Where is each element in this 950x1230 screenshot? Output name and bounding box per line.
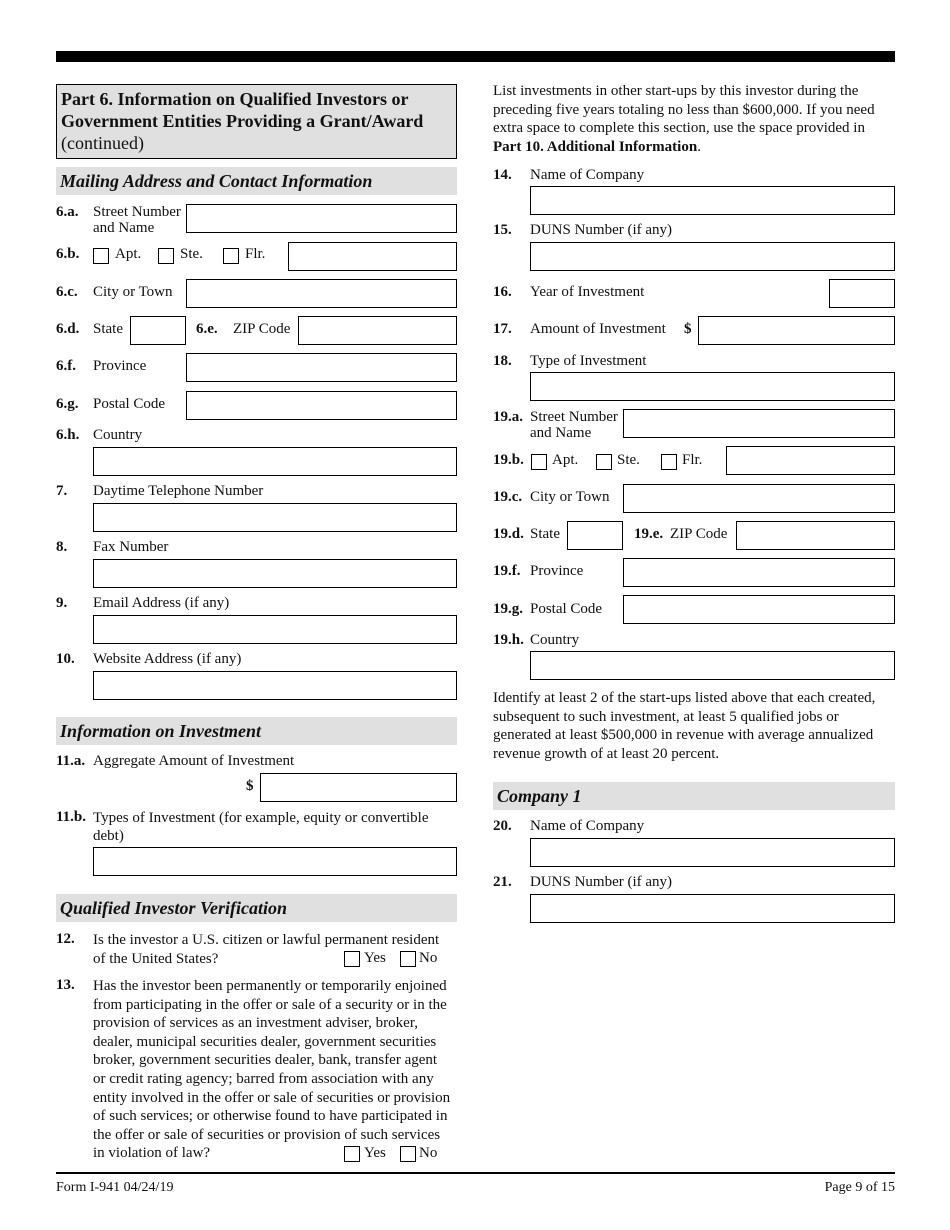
top-rule <box>56 51 895 62</box>
enjoined-line: of such services; or otherwise found to have participated in <box>93 1108 448 1125</box>
identify-line: generated at least $500,000 in revenue with average annualized <box>493 727 874 744</box>
state-select-19[interactable] <box>567 521 623 550</box>
enjoined-line: dealer, municipal securities dealer, government securities <box>93 1033 437 1050</box>
year-label: Year of Investment <box>530 284 645 300</box>
state-label-19: State <box>530 526 560 542</box>
enjoined-line: Has the investor been permanently or temporarily enjoined <box>93 978 447 994</box>
fax-input[interactable] <box>93 559 457 588</box>
field-num-14: 14. <box>493 167 512 183</box>
part-continued: (continued) <box>61 133 144 153</box>
field-num-19g: 19.g. <box>493 601 523 617</box>
citizen-question-line1: Is the investor a U.S. citizen or lawful permanent resident <box>93 932 440 948</box>
apt-label-19: Apt. <box>552 452 579 468</box>
postal-code-label: Postal Code <box>93 396 166 412</box>
company1-duns-label: DUNS Number (if any) <box>530 874 673 890</box>
flr-checkbox[interactable] <box>223 248 239 264</box>
field-num-6d: 6.d. <box>56 321 80 337</box>
zip-label: ZIP Code <box>233 321 291 337</box>
form-number: Form I-941 04/24/19 <box>56 1180 174 1195</box>
state-select[interactable] <box>130 316 186 345</box>
field-num-6h: 6.h. <box>56 427 80 443</box>
citizen-no-checkbox[interactable] <box>400 951 416 967</box>
intro-period: . <box>697 138 701 155</box>
field-num-11a: 11.a. <box>56 753 86 769</box>
unit-number-input-19[interactable] <box>726 446 895 475</box>
footer-rule <box>56 1172 895 1174</box>
field-num-12: 12. <box>56 931 75 947</box>
field-num-20: 20. <box>493 818 512 834</box>
zip-input[interactable] <box>298 316 457 345</box>
enjoined-line: or credit rating agency; barred from association with any <box>93 1070 434 1087</box>
field-num-11b: 11.b. <box>56 809 87 825</box>
field-num-19f: 19.f. <box>493 563 521 579</box>
city-label: City or Town <box>93 284 173 300</box>
zip-label-19: ZIP Code <box>670 526 728 542</box>
enjoined-yes-label: Yes <box>364 1145 386 1161</box>
field-num-7: 7. <box>56 483 68 499</box>
city-label-19: City or Town <box>530 489 610 505</box>
company-name-input[interactable] <box>530 186 895 215</box>
enjoined-line: from participating in the offer or sale of a security or in the <box>93 996 447 1013</box>
flr-label-19: Flr. <box>682 452 703 468</box>
phone-input[interactable] <box>93 503 457 532</box>
section-company-1: Company 1 <box>493 782 895 810</box>
street-label-line2: and Name <box>93 220 155 236</box>
flr-checkbox-19[interactable] <box>661 454 677 470</box>
province-input[interactable] <box>186 353 457 382</box>
street-label <box>93 204 181 236</box>
field-num-19a: 19.a. <box>493 409 523 425</box>
zip-input-19[interactable] <box>736 521 895 550</box>
amount-dollar-sign: $ <box>684 321 692 337</box>
field-num-6a: 6.a. <box>56 204 79 220</box>
province-label: Province <box>93 358 147 374</box>
field-num-19h: 19.h. <box>493 632 524 648</box>
postal-code-input[interactable] <box>186 391 457 420</box>
postal-code-label-19: Postal Code <box>530 601 603 617</box>
email-input[interactable] <box>93 615 457 644</box>
investment-types-input[interactable] <box>93 847 457 876</box>
investment-type-label: Type of Investment <box>530 353 647 369</box>
identify-instructions <box>493 689 903 763</box>
street-label-19-line1: Street Number <box>530 409 618 425</box>
section-mailing-address: Mailing Address and Contact Information <box>56 167 457 195</box>
enjoined-yes-checkbox[interactable] <box>344 1146 360 1162</box>
identify-line: subsequent to such investment, at least 5 qualified jobs or <box>493 708 839 725</box>
field-num-16: 16. <box>493 284 512 300</box>
enjoined-line: provision of services as an investment adviser, broker, <box>93 1015 418 1032</box>
country-label: Country <box>93 427 143 443</box>
field-num-6g: 6.g. <box>56 396 79 412</box>
enjoined-line: in violation of law? <box>93 1145 211 1162</box>
field-num-15: 15. <box>493 222 512 238</box>
city-input-19[interactable] <box>623 484 895 513</box>
investment-types-label-line2: debt) <box>93 828 124 844</box>
field-num-19e: 19.e. <box>634 526 664 542</box>
duns-input[interactable] <box>530 242 895 271</box>
website-label: Website Address (if any) <box>93 651 242 667</box>
enjoined-question <box>93 977 463 1163</box>
company1-name-input[interactable] <box>530 838 895 867</box>
field-num-6c: 6.c. <box>56 284 78 300</box>
country-input[interactable] <box>93 447 457 476</box>
aggregate-amount-label: Aggregate Amount of Investment <box>93 753 295 769</box>
page-number: Page 9 of 15 <box>824 1180 895 1195</box>
year-input[interactable] <box>829 279 895 308</box>
apt-checkbox-19[interactable] <box>531 454 547 470</box>
company1-name-label: Name of Company <box>530 818 645 834</box>
field-num-6e: 6.e. <box>196 321 218 337</box>
country-label-19: Country <box>530 632 580 648</box>
street-label-19 <box>530 409 618 441</box>
identify-line: revenue growth of at least 20 percent. <box>493 745 720 762</box>
company-name-label: Name of Company <box>530 167 645 183</box>
citizen-yes-checkbox[interactable] <box>344 951 360 967</box>
street-input-19[interactable] <box>623 409 895 438</box>
intro-part10-ref: Part 10. Additional Information <box>493 138 698 155</box>
company1-duns-input[interactable] <box>530 894 895 923</box>
citizen-yes-label: Yes <box>364 950 386 966</box>
field-num-9: 9. <box>56 595 68 611</box>
apt-label: Apt. <box>115 246 142 262</box>
ste-label-19: Ste. <box>617 452 640 468</box>
unit-number-input[interactable] <box>288 242 457 271</box>
intro-line: List investments in other start-ups by this investor during the <box>493 83 859 99</box>
province-input-19[interactable] <box>623 558 895 587</box>
enjoined-no-checkbox[interactable] <box>400 1146 416 1162</box>
section-investment: Information on Investment <box>56 717 457 745</box>
field-num-6f: 6.f. <box>56 358 76 374</box>
aggregate-amount-input[interactable] <box>260 773 457 802</box>
field-num-19c: 19.c. <box>493 489 523 505</box>
identify-line: Identify at least 2 of the start-ups listed above that each created, <box>493 690 876 706</box>
field-num-19d: 19.d. <box>493 526 524 542</box>
street-label-19-line2: and Name <box>530 425 592 441</box>
ste-checkbox[interactable] <box>158 248 174 264</box>
email-label: Email Address (if any) <box>93 595 230 611</box>
investment-types-label-line1: Types of Investment (for example, equity or convertible <box>93 810 429 826</box>
intro-line: extra space to complete this section, use the space provided in <box>493 120 865 137</box>
enjoined-line: entity involved in the offer or sale of securities or provision <box>93 1089 451 1106</box>
field-num-10: 10. <box>56 651 75 667</box>
field-num-21: 21. <box>493 874 512 890</box>
investment-type-input[interactable] <box>530 372 895 401</box>
investment-types-label <box>93 809 429 845</box>
citizen-question-line2: of the United States? <box>93 950 219 967</box>
enjoined-line: broker, government securities dealer, bank, transfer agent <box>93 1052 438 1069</box>
ste-checkbox-19[interactable] <box>596 454 612 470</box>
field-num-17: 17. <box>493 321 512 337</box>
field-num-13: 13. <box>56 977 75 993</box>
intro-line: preceding five years totaling no less than $600,000. If you need <box>493 101 875 118</box>
city-input[interactable] <box>186 279 457 308</box>
state-label: State <box>93 321 123 337</box>
amount-label: Amount of Investment <box>530 321 666 337</box>
duns-label: DUNS Number (if any) <box>530 222 673 238</box>
field-num-8: 8. <box>56 539 68 555</box>
fax-label: Fax Number <box>93 539 169 555</box>
part-title: Part 6. Information on Qualified Investors or Government Entities Providing a Grant/Award <box>61 89 424 131</box>
country-input-19[interactable] <box>530 651 895 680</box>
flr-label: Flr. <box>245 246 266 262</box>
province-label-19: Province <box>530 563 584 579</box>
enjoined-line: the offer or sale of securities or provision of such services <box>93 1126 441 1143</box>
amount-input[interactable] <box>698 316 895 345</box>
section-verification: Qualified Investor Verification <box>56 894 457 922</box>
dollar-sign: $ <box>246 778 254 794</box>
citizen-no-label: No <box>419 950 438 966</box>
intro-line <box>493 138 903 157</box>
enjoined-no-label: No <box>419 1145 438 1161</box>
ste-label: Ste. <box>180 246 203 262</box>
part-header <box>56 84 457 159</box>
website-input[interactable] <box>93 671 457 700</box>
field-num-19b: 19.b. <box>493 452 524 468</box>
phone-label: Daytime Telephone Number <box>93 483 264 499</box>
citizen-question <box>93 931 439 968</box>
apt-checkbox[interactable] <box>93 248 109 264</box>
street-label-line1: Street Number <box>93 204 181 220</box>
field-num-18: 18. <box>493 353 512 369</box>
field-num-6b: 6.b. <box>56 246 80 262</box>
street-input[interactable] <box>186 204 457 233</box>
postal-code-input-19[interactable] <box>623 595 895 624</box>
investments-intro <box>493 82 903 156</box>
